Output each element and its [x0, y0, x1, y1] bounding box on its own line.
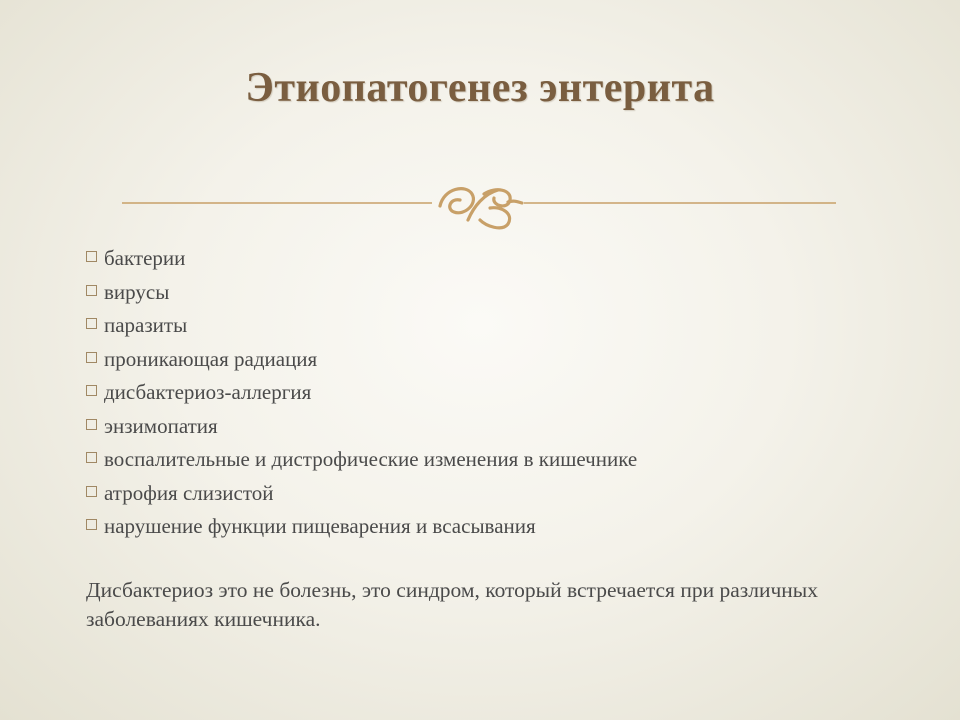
list-item [86, 242, 637, 276]
list-item-text: паразиты [104, 313, 188, 338]
list-item [86, 410, 637, 444]
list-item-text: дисбактериоз-аллергия [104, 380, 312, 405]
square-bullet-icon [86, 318, 97, 329]
list-item-text: проникающая радиация [104, 346, 318, 371]
square-bullet-icon [86, 352, 97, 363]
square-bullet-icon [86, 285, 97, 296]
square-bullet-icon [86, 251, 97, 262]
ornament-flourish-icon [440, 189, 522, 228]
square-bullet-icon [86, 419, 97, 430]
list-item [86, 376, 637, 410]
list-item [86, 343, 637, 377]
note-paragraph: Дисбактериоз это не болезнь, это синдром, который встречается при различных заболеваниях кишечника. [86, 578, 818, 631]
square-bullet-icon [86, 519, 97, 530]
list-item [86, 309, 637, 343]
list-item-text: вирусы [104, 279, 170, 304]
list-item-text: атрофия слизистой [104, 480, 274, 505]
list-item [86, 276, 637, 310]
title-divider [122, 176, 836, 232]
list-item-text: энзимопатия [104, 413, 218, 438]
list-item [86, 510, 637, 544]
square-bullet-icon [86, 385, 97, 396]
list-item-text: нарушение функции пищеварения и всасывания [104, 514, 536, 539]
list-item [86, 477, 637, 511]
slide-title: Этиопатогенез энтерита [245, 65, 715, 111]
list-item-text: воспалительные и дистрофические изменения в кишечнике [104, 447, 638, 472]
square-bullet-icon [86, 486, 97, 497]
bullet-list [86, 242, 637, 544]
list-item-text: бактерии [104, 246, 186, 271]
list-item [86, 443, 637, 477]
square-bullet-icon [86, 452, 97, 463]
